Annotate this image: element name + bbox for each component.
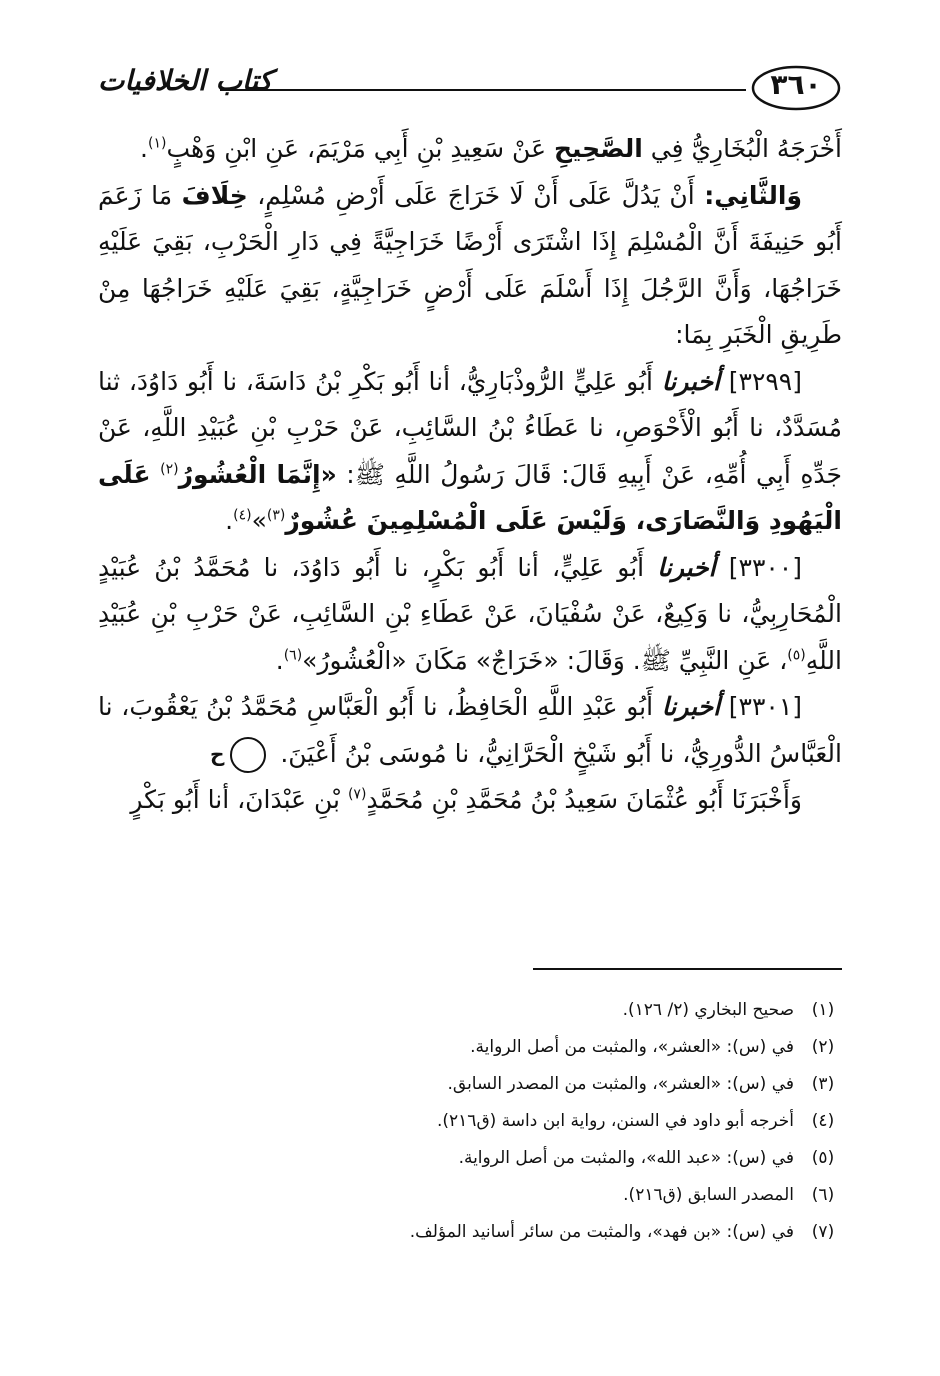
akhbarana-mark: أخبرنا: [657, 552, 716, 582]
isnad-text: أَبُو عَلِيٍّ، أنا أَبُو بَكْرٍ، نا أَبُو دَاوُدَ، نا مُحَمَّدُ بْنُ عُبَيْدٍ الْمُحَارِبِيُّ، نا وَكِيعٌ، عَنْ سُفْيَانَ، عَنْ عَطَاءِ بْنِ السَّائِبِ، عَنْ حَرْبِ بْنِ عُبَيْدِ اللَّهِ: [98, 552, 842, 675]
isnad-text: أَبُو عَبْدِ اللَّهِ الْحَافِظُ، نا أَبُو الْعَبَّاسِ مُحَمَّدُ بْنُ يَعْقُوبَ، نا الْعَبَّاسُ الدُّورِيُّ، نا أَبُو شَيْخٍ الْحَرَّانِيُّ، نا مُوسَى بْنُ أَعْيَنَ.: [98, 692, 842, 768]
book-name: الصَّحِيحِ: [553, 134, 643, 163]
footnote-ref: (٤): [233, 507, 252, 524]
footnote-item: [98, 1140, 842, 1177]
footnote-ref: (٣): [266, 507, 286, 524]
footnote-ref: (٥): [787, 647, 806, 664]
footnote-text: المصدر السابق (ق٢١٦).: [623, 1185, 794, 1205]
header-rule: [220, 89, 746, 91]
footnotes: [98, 992, 842, 1251]
text-run: عَنْ سَعِيدِ بْنِ أَبِي مَرْيَمَ، عَنِ ابْنِ وَهْبٍ: [166, 134, 546, 163]
footnote-item: [98, 992, 842, 1029]
footnote-text: في (س): «بن فهد»، والمثبت من سائر أسانيد المؤلف.: [409, 1222, 794, 1242]
hadith-matn: «إِنَّمَا الْعُشُورُ: [178, 459, 337, 489]
footnote-item: [98, 1103, 842, 1140]
text-run: أَنْ يَدُلَّ عَلَى أَنْ لَا خَرَاجَ عَلَى أَرْضِ مُسْلِمٍ،: [257, 180, 695, 210]
isnad-text: أَبُو عَلِيٍّ الرُّوذْبَارِيُّ، أنا أَبُو بَكْرِ بْنُ دَاسَةَ، نا أَبُو دَاوُدَ، ثنا مُسَدَّدٌ، نا أَبُو الْأَحْوَصِ، نا عَطَاءُ بْنُ السَّائِبِ، عَنْ حَرْبِ بْنِ عُبَيْدِ اللَّهِ، عَنْ جَدِّهِ أَبِي أُمِّهِ، عَنْ أَبِيهِ قَالَ: قَالَ رَسُولُ اللَّهِ ﷺ:: [98, 366, 842, 489]
footnote-text: صحيح البخاري (٢/ ١٢٦).: [622, 1000, 794, 1020]
hadith-number: [٣٣٠٠]: [728, 552, 802, 582]
tahwil-ha-mark: ح: [230, 737, 266, 773]
hadith-3299: [٣٢٩٩] أخبرنا أَبُو عَلِيٍّ الرُّوذْبَارِيُّ، أنا أَبُو بَكْرِ بْنُ دَاسَةَ، نا أَبُو دَاوُدَ، ثنا مُسَدَّدٌ، نا أَبُو الْأَحْوَصِ، نا عَطَاءُ بْنُ السَّائِبِ، عَنْ حَرْبِ بْنِ عُبَيْدِ اللَّهِ، عَنْ جَدِّهِ أَبِي أُمِّهِ، عَنْ أَبِيهِ قَالَ: قَالَ رَسُولُ اللَّهِ ﷺ: «إِنَّمَا الْعُشُورُ$^{(٢)}$ عَلَى الْيَهُودِ وَالنَّصَارَى، وَلَيْسَ عَلَى الْمُسْلِمِينَ عُشُورٌ$^{(٣)}$»$^{(٤)}$.: [98, 366, 842, 535]
text-run: مَا زَعَمَ أَبُو حَنِيفَةَ أَنَّ الْمُسْلِمَ إِذَا اشْتَرَى أَرْضًا خَرَاجِيَّةً فِي دَارِ الْحَرْبِ، بَقِيَ عَلَيْهِ خَرَاجُهَا، وَأَنَّ الرَّجُلَ إِذَا أَسْلَمَ عَلَى أَرْضٍ خَرَاجِيَّةٍ، بَقِيَ عَلَيْهِ خَرَاجُهَا مِنْ طَرِيقِ الْخَبَرِ بِمَا:: [98, 180, 842, 349]
hadith-3301-cont: [98, 777, 842, 824]
emphasis-word: خِلَافَ: [181, 180, 248, 210]
hadith-matn: عَلَى الْيَهُودِ وَالنَّصَارَى، وَلَيْسَ عَلَى الْمُسْلِمِينَ عُشُورٌ: [98, 459, 842, 535]
paragraph-2: [98, 173, 842, 359]
hadith-3301: [98, 684, 842, 777]
footnote-text: في (س): «العشر»، والمثبت من المصدر السابق.: [447, 1074, 794, 1094]
page-number-badge: [750, 62, 842, 114]
footnote-ref: (١): [148, 135, 167, 152]
akhbarana-mark: أخبرنا: [661, 366, 721, 396]
footnote-number: (١): [811, 1000, 835, 1020]
footnote-item: [98, 1066, 842, 1103]
hadith-number: [٣٢٩٩]: [728, 366, 802, 396]
footnote-number: (٢): [811, 1037, 835, 1057]
footnote-number: (٧): [811, 1222, 835, 1242]
footnote-number: (٣): [811, 1074, 835, 1094]
akhbarana-mark: أخبرنا: [661, 692, 721, 721]
book-title: كتاب الخلافيات: [98, 64, 273, 97]
text-run: أَخْرَجَهُ الْبُخَارِيُّ فِي: [650, 134, 842, 163]
paragraph-1: أَخْرَجَهُ الْبُخَارِيُّ فِي الصَّحِيحِ عَنْ سَعِيدِ بْنِ أَبِي مَرْيَمَ، عَنِ ابْنِ وَهْبٍ$^{(١)}$.: [140, 134, 842, 163]
page-header: [98, 62, 842, 118]
main-text: [98, 126, 842, 824]
isnad-text: بْنِ عَبْدَانَ، أنا أَبُو بَكْرٍ: [130, 785, 340, 814]
footnote-ref: (٦): [283, 647, 303, 664]
footnote-separator: [533, 968, 842, 970]
footnote-number: (٦): [811, 1185, 835, 1205]
footnote-item: [98, 1214, 842, 1251]
footnote-number: (٥): [811, 1148, 835, 1168]
footnote-text: في (س): «العشر»، والمثبت من أصل الرواية.: [470, 1037, 794, 1057]
footnote-item: [98, 1177, 842, 1214]
hadith-number: [٣٣٠١]: [728, 692, 803, 721]
page-number: ٣٦٠: [770, 68, 822, 101]
footnote-number: (٤): [811, 1111, 835, 1131]
footnote-ref: (٢): [160, 461, 179, 478]
section-lead: وَالثَّانِي:: [704, 180, 803, 210]
footnote-text: أخرجه أبو داود في السنن، رواية ابن داسة (ق٢١٦).: [436, 1111, 794, 1131]
footnote-ref: (٧): [347, 786, 367, 803]
isnad-text: وَأَخْبَرَنَا أَبُو عُثْمَانَ سَعِيدُ بْنُ مُحَمَّدِ بْنِ مُحَمَّدٍ: [366, 785, 802, 814]
footnote-item: [98, 1029, 842, 1066]
isnad-text: ، عَنِ النَّبِيِّ ﷺ. وَقَالَ: «خَرَاجٌ» مَكَانَ «الْعُشُورُ»: [302, 645, 788, 675]
hadith-3300: [٣٣٠٠] أخبرنا أَبُو عَلِيٍّ، أنا أَبُو بَكْرٍ، نا أَبُو دَاوُدَ، نا مُحَمَّدُ بْنُ عُبَيْدٍ الْمُحَارِبِيُّ، نا وَكِيعٌ، عَنْ سُفْيَانَ، عَنْ عَطَاءِ بْنِ السَّائِبِ، عَنْ حَرْبِ بْنِ عُبَيْدِ اللَّهِ$^{(٥)}$، عَنِ النَّبِيِّ ﷺ. وَقَالَ: «خَرَاجٌ» مَكَانَ «الْعُشُورُ»$^{(٦)}$.: [98, 552, 842, 675]
footnote-text: في (س): «عبد الله»، والمثبت من أصل الرواية.: [458, 1148, 794, 1168]
quote-close: »: [251, 506, 267, 535]
